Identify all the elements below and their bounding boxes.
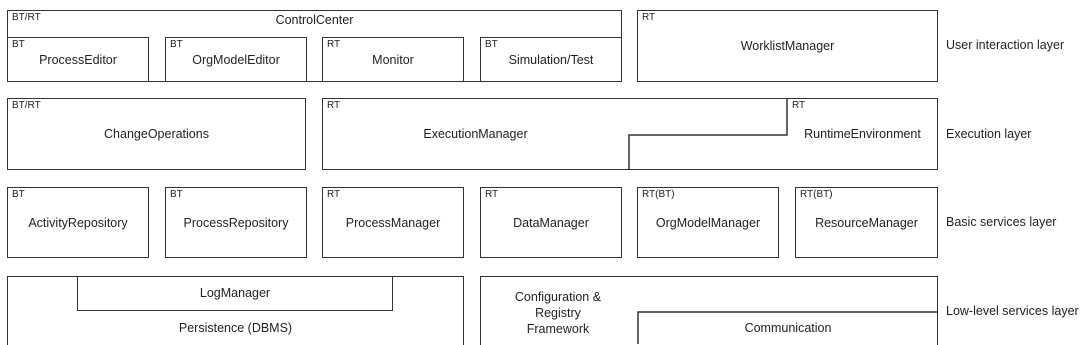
- simulation-test-label: Simulation/Test: [508, 53, 594, 67]
- data-manager-box: [480, 187, 622, 258]
- resource-manager-tag: RT(BT): [800, 189, 833, 200]
- process-repository-tag: BT: [170, 189, 183, 200]
- control-center-label: ControlCenter: [275, 13, 354, 27]
- control-center-tag: BT/RT: [12, 12, 41, 23]
- process-manager-box: [322, 187, 464, 258]
- org-model-manager-tag: RT(BT): [642, 189, 675, 200]
- config-registry-line-3: Framework: [526, 322, 590, 336]
- persistence-label: Persistence (DBMS): [178, 321, 293, 335]
- org-model-editor-tag: BT: [170, 39, 183, 50]
- org-model-editor-box: [165, 37, 307, 82]
- activity-repository-tag: BT: [12, 189, 25, 200]
- execution-manager-label: ExecutionManager: [423, 127, 528, 141]
- communication-label: Communication: [744, 321, 832, 335]
- change-operations-label: ChangeOperations: [104, 127, 209, 141]
- change-operations-tag: BT/RT: [12, 100, 41, 111]
- activity-repository-box: [7, 187, 149, 258]
- monitor-label: Monitor: [372, 53, 414, 67]
- execution-manager-tag: RT: [327, 100, 341, 111]
- worklist-manager-tag: RT: [642, 12, 656, 23]
- resource-manager-box: [795, 187, 938, 258]
- monitor-tag: RT: [327, 39, 341, 50]
- runtime-environment-label: RuntimeEnvironment: [804, 127, 921, 141]
- org-model-manager-label: OrgModelManager: [655, 216, 761, 230]
- user-interaction-layer-label: User interaction layer: [946, 38, 1065, 52]
- worklist-manager-label: WorklistManager: [740, 39, 835, 53]
- data-manager-label: DataManager: [513, 216, 589, 230]
- activity-repository-label: ActivityRepository: [28, 216, 128, 230]
- config-registry-label: [482, 289, 634, 337]
- resource-manager-label: ResourceManager: [815, 216, 918, 230]
- monitor-box: [322, 37, 464, 82]
- org-model-manager-box: [637, 187, 779, 258]
- low-level-layer-label: Low-level services layer: [946, 304, 1079, 318]
- process-repository-box: [165, 187, 307, 258]
- data-manager-tag: RT: [485, 189, 499, 200]
- simulation-test-box: [480, 37, 622, 82]
- runtime-environment-tag: RT: [792, 100, 806, 111]
- execution-layer-label: Execution layer: [946, 127, 1032, 141]
- basic-services-layer-label: Basic services layer: [946, 215, 1057, 229]
- simulation-test-tag: BT: [485, 39, 498, 50]
- process-editor-box: [7, 37, 149, 82]
- process-editor-label: ProcessEditor: [39, 53, 117, 67]
- process-manager-label: ProcessManager: [345, 216, 441, 230]
- change-operations-box: [7, 98, 306, 170]
- org-model-editor-label: OrgModelEditor: [192, 53, 280, 67]
- process-manager-tag: RT: [327, 189, 341, 200]
- process-editor-tag: BT: [12, 39, 25, 50]
- worklist-manager-box: [637, 10, 938, 82]
- config-registry-line-2: Registry: [535, 306, 581, 320]
- log-manager-label: LogManager: [199, 286, 271, 300]
- config-registry-line-1: Configuration &: [514, 290, 602, 304]
- process-repository-label: ProcessRepository: [183, 216, 289, 230]
- log-manager-box: [77, 276, 393, 311]
